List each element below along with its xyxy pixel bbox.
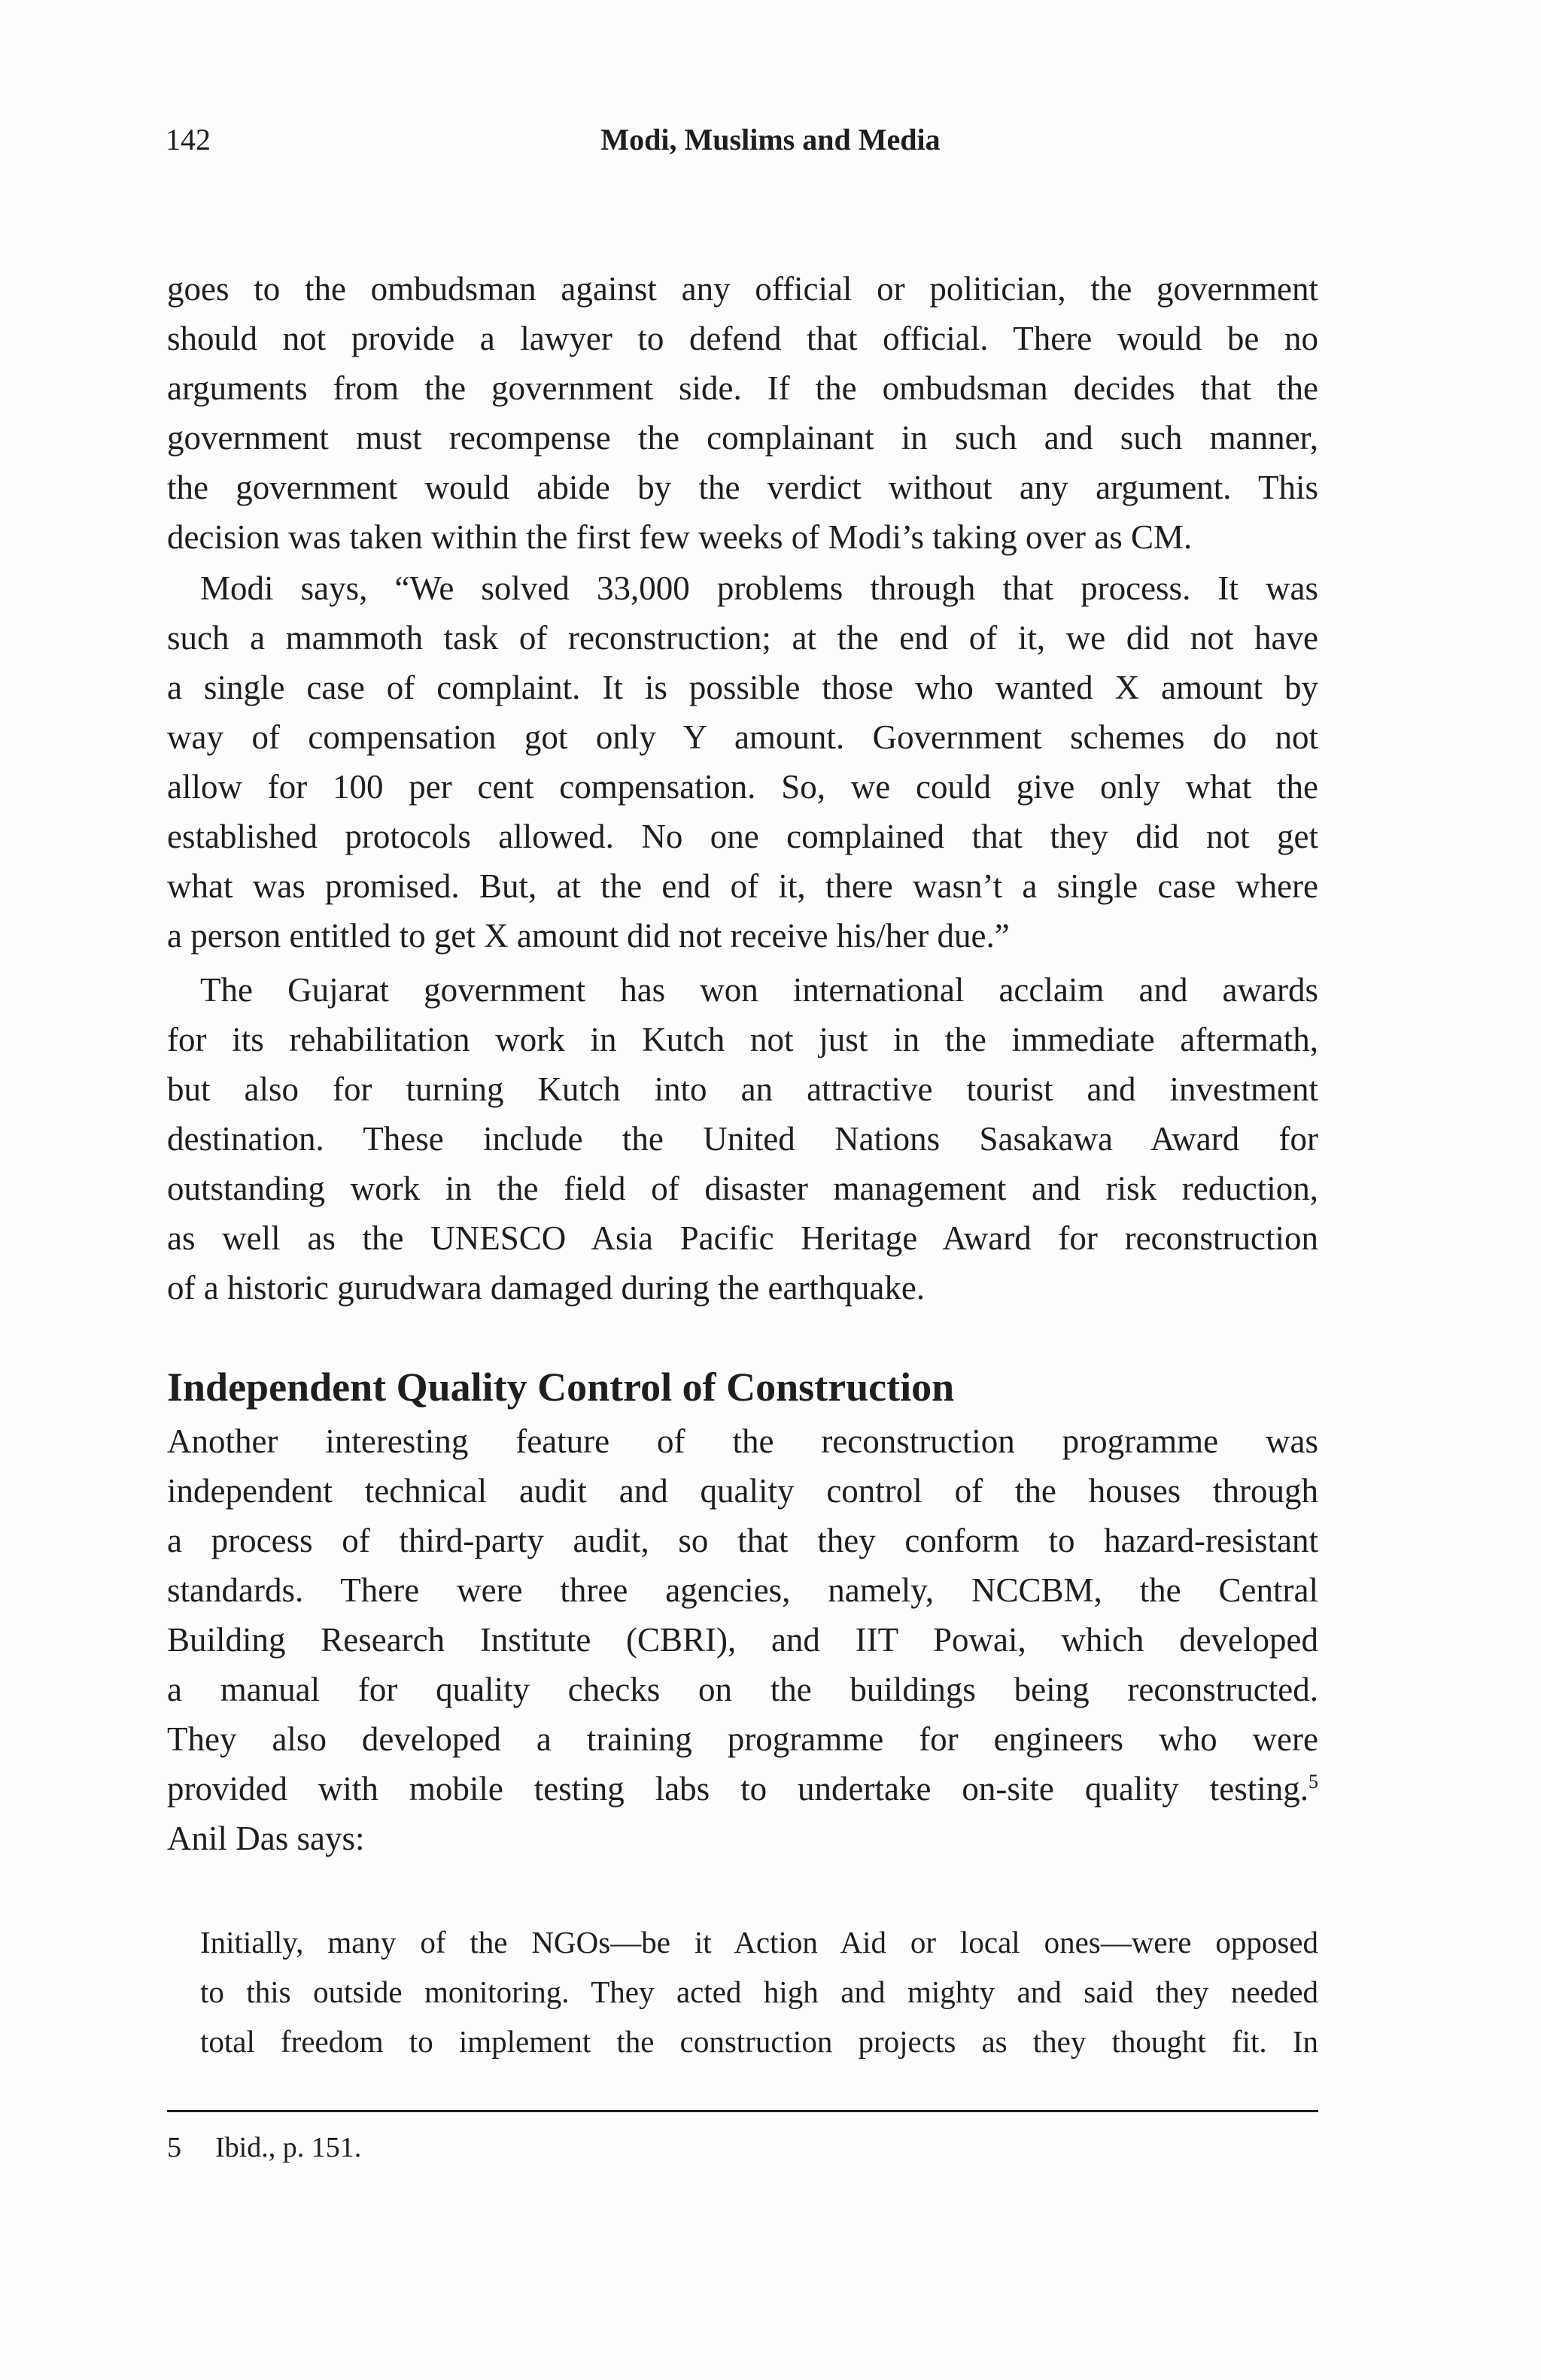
text-line: [167, 1814, 1318, 1863]
text-line: [167, 1263, 1318, 1313]
text-line: [167, 762, 1318, 812]
text-line-content: such a mammoth task of reconstruction; at the end of it, we did not have: [167, 619, 1318, 657]
text-line-content: They also developed a training programme for engineers who were: [167, 1720, 1318, 1758]
paragraph: [167, 264, 1318, 562]
text-line: [200, 2017, 1318, 2066]
text-line-content: Initially, many of the NGOs—be it Action Aid or local ones—were opposed: [200, 1925, 1318, 1960]
footnote: [167, 2129, 361, 2166]
text-line-content: Another interesting feature of the reconstruction programme was: [167, 1422, 1318, 1460]
text-line-content: total freedom to implement the construction projects as they thought fit. In: [200, 2024, 1318, 2059]
footnote-text: Ibid., p. 151.: [215, 2132, 362, 2163]
text-line: [167, 1015, 1318, 1064]
text-line-content: but also for turning Kutch into an attractive tourist and investment: [167, 1070, 1318, 1108]
text-line-content: a process of third-party audit, so that they conform to hazard-resistant: [167, 1522, 1318, 1559]
text-line: [200, 1917, 1318, 1967]
block-quote: [200, 1917, 1318, 2066]
text-line: [167, 264, 1318, 314]
text-line-content: a manual for quality checks on the buildings being reconstructed.: [167, 1671, 1318, 1708]
footnote-reference: 5: [1308, 1771, 1318, 1793]
text-line-content: arguments from the government side. If the ombudsman decides that the: [167, 369, 1318, 407]
text-line: [167, 363, 1318, 413]
text-line-content: Modi says, “We solved 33,000 problems through that process. It was: [200, 569, 1318, 607]
text-line: [167, 1064, 1318, 1114]
text-line-content: established protocols allowed. No one complained that they did not get: [167, 818, 1318, 855]
text-line: [167, 812, 1318, 861]
text-line-content: outstanding work in the field of disaster management and risk reduction,: [167, 1170, 1318, 1207]
text-line: [167, 413, 1318, 463]
text-line-content: Building Research Institute (CBRI), and IIT Powai, which developed: [167, 1621, 1318, 1659]
text-line-content: government must recompense the complainant in such and such manner,: [167, 419, 1318, 457]
section-paragraph: [167, 1416, 1318, 1863]
text-line: [167, 911, 1318, 961]
text-line-content: The Gujarat government has won international acclaim and awards: [200, 971, 1318, 1009]
text-line-content: of a historic gurudwara damaged during the earthquake.: [167, 1269, 926, 1307]
text-line: [167, 512, 1318, 562]
page-number: 142: [166, 123, 211, 156]
text-line: [167, 563, 1318, 613]
text-line-content: as well as the UNESCO Asia Pacific Heritage Award for reconstruction: [167, 1219, 1318, 1257]
footnote-number: 5: [167, 2132, 181, 2163]
text-line: [167, 463, 1318, 512]
text-line-content: the government would abide by the verdict without any argument. This: [167, 469, 1318, 506]
text-line: [167, 613, 1318, 663]
text-line-content: should not provide a lawyer to defend that official. There would be no: [167, 320, 1318, 357]
text-line-content: Anil Das says:: [167, 1820, 365, 1857]
text-line: [167, 1615, 1318, 1665]
running-title: Modi, Muslims and Media: [600, 123, 941, 156]
text-line-content: a person entitled to get X amount did not receive his/her due.”: [167, 917, 1010, 955]
text-line-content: way of compensation got only Y amount. Government schemes do not: [167, 718, 1318, 756]
text-line-content: to this outside monitoring. They acted high and mighty and said they needed: [200, 1975, 1318, 2009]
text-line: [167, 1714, 1318, 1764]
text-line: [167, 1213, 1318, 1263]
text-line: [167, 712, 1318, 762]
text-line-content: destination. These include the United Nations Sasakawa Award for: [167, 1120, 1318, 1158]
text-line: [167, 663, 1318, 712]
text-line: [200, 1967, 1318, 2017]
paragraph: [167, 965, 1318, 1313]
text-line-content: allow for 100 per cent compensation. So, we could give only what the: [167, 768, 1318, 806]
footnote-divider: [167, 2110, 1318, 2112]
text-line: [167, 1164, 1318, 1213]
text-line-content: independent technical audit and quality control of the houses through: [167, 1472, 1318, 1510]
section-heading: Independent Quality Control of Construction: [167, 1365, 955, 1410]
text-line: [167, 1516, 1318, 1565]
text-line: [167, 965, 1318, 1015]
text-line: [167, 1665, 1318, 1714]
text-line: [167, 1466, 1318, 1516]
text-line-content: for its rehabilitation work in Kutch not just in the immediate aftermath,: [167, 1021, 1318, 1058]
text-line: [167, 314, 1318, 363]
text-line-content: what was promised. But, at the end of it, there wasn’t a single case where: [167, 867, 1318, 905]
paragraph: [167, 563, 1318, 961]
text-line-content: standards. There were three agencies, namely, NCCBM, the Central: [167, 1571, 1318, 1609]
text-line: [167, 1764, 1318, 1814]
text-line-content: decision was taken within the first few weeks of Modi’s taking over as CM.: [167, 518, 1193, 556]
text-line: [167, 1114, 1318, 1164]
text-line-content: provided with mobile testing labs to undertake on-site quality testing.: [167, 1770, 1308, 1808]
text-line: [167, 1565, 1318, 1615]
text-line: [167, 861, 1318, 911]
text-line-content: goes to the ombudsman against any official or politician, the government: [167, 270, 1318, 308]
text-line: [167, 1416, 1318, 1466]
text-line-content: a single case of complaint. It is possible those who wanted X amount by: [167, 669, 1318, 706]
